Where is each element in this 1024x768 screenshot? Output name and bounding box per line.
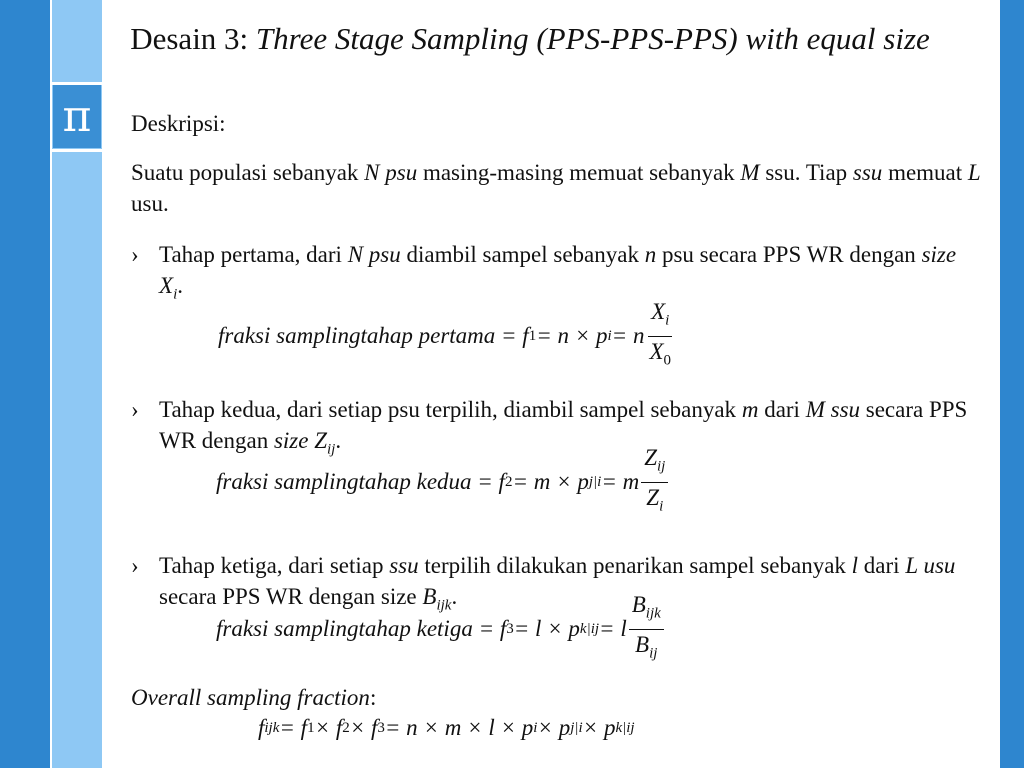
stage2-text: dari	[758, 396, 806, 422]
left-decor-bar	[0, 0, 50, 768]
overall-heading	[131, 682, 376, 713]
formula-text: = f	[279, 715, 308, 740]
intro-var: M	[740, 160, 760, 185]
pi-icon: π	[62, 90, 92, 142]
chevron-bullet-icon: ›	[131, 553, 139, 579]
stage3-var: l	[851, 553, 859, 579]
stage1-formula	[218, 299, 676, 373]
overall-colon: :	[369, 685, 377, 710]
formula-text: f	[258, 715, 265, 740]
formula-sub: 2	[504, 473, 513, 490]
stage3-text: Tahap ketiga, dari setiap	[159, 553, 390, 579]
formula-text: × f	[349, 715, 378, 740]
chevron-bullet-icon: ›	[131, 396, 139, 422]
deskripsi-heading: Deskripsi:	[131, 111, 226, 136]
stage2-sub: ij	[327, 441, 336, 458]
formula-text: = m	[601, 469, 640, 495]
stage1-text: psu secara PPS WR dengan	[656, 242, 922, 267]
stage1-text: .	[177, 273, 183, 298]
pi-logo	[53, 85, 101, 148]
formula-sub: ijk	[264, 719, 280, 736]
stage2-formula	[216, 445, 670, 519]
right-decor-bar	[998, 0, 1024, 768]
formula-sub: j|i	[588, 473, 602, 490]
stage3-text: secara PPS WR dengan size	[159, 584, 423, 610]
formula-sub: i	[607, 327, 612, 344]
stage2-text: .	[335, 427, 342, 453]
stage3-text: dari	[858, 553, 906, 579]
stage1-var: n	[644, 242, 657, 267]
stage2-text: secara PPS WR dengan	[159, 396, 968, 453]
overall-formula	[258, 715, 635, 741]
stage3-fraction	[629, 592, 664, 666]
fraction-denominator: $B_{ij}$	[635, 631, 658, 662]
stage1-text: Tahap pertama, dari	[159, 242, 348, 267]
title-plain: Desain 3:	[130, 21, 256, 56]
stage2-var: m	[741, 396, 759, 422]
formula-sub: j|i	[570, 719, 583, 736]
formula-sub: 3	[506, 620, 514, 637]
formula-sub: k|ij	[579, 620, 600, 637]
stage3-var: B	[422, 584, 437, 610]
stage3-var: ssu	[389, 553, 419, 579]
stage3-sub: ijk	[436, 597, 452, 614]
intro-text: Suatu populasi sebanyak	[131, 160, 365, 185]
intro-var: L	[967, 160, 981, 185]
overall-label: Overall sampling fraction	[131, 685, 370, 710]
chevron-bullet-icon: ›	[131, 242, 139, 267]
intro-var: N psu	[364, 160, 418, 185]
formula-text: fraksi samplingtahap pertama = f	[218, 323, 529, 349]
formula-sub: 3	[377, 719, 385, 736]
stage1-fraction	[646, 299, 674, 373]
fraction-numerator: $B_{ijk}$	[629, 592, 664, 630]
formula-text: = l	[599, 616, 627, 642]
formula-text: × p	[537, 715, 571, 740]
stage3-text: .	[451, 584, 458, 610]
stage2-fraction	[641, 445, 668, 519]
stage3-text: terpilih dilakukan penarikan sampel sebanyak	[418, 553, 852, 579]
stage2-var: M ssu	[805, 396, 861, 422]
stage3-formula	[216, 592, 666, 666]
slide-title	[120, 20, 940, 58]
stage3-var: L usu	[905, 553, 956, 579]
formula-sub: 1	[528, 327, 537, 344]
stage1-sub: i	[173, 286, 178, 303]
formula-text: fraksi samplingtahap ketiga = f	[216, 616, 507, 642]
formula-text: = n × p	[536, 323, 608, 349]
fraction-denominator: $Z_i$	[646, 484, 664, 515]
stage1-var: size X	[159, 242, 957, 298]
formula-text: = n	[611, 323, 645, 349]
fraction-denominator: $X_0$	[649, 338, 672, 369]
intro-paragraph	[131, 157, 981, 219]
intro-var: ssu	[852, 160, 883, 185]
formula-text: = m × p	[512, 469, 589, 495]
formula-sub: k|ij	[615, 719, 635, 736]
formula-text: = n × m × l × p	[384, 715, 534, 740]
formula-sub: i	[533, 719, 538, 736]
intro-text: memuat	[882, 160, 968, 185]
fraction-numerator: $Z_{ij}$	[641, 445, 668, 483]
stage2-var: size Z	[273, 427, 328, 453]
stage1-var: N psu	[347, 242, 401, 267]
stage2-text: Tahap kedua, dari setiap psu terpilih, diambil sampel sebanyak	[159, 396, 742, 422]
formula-text: × f	[314, 715, 343, 740]
formula-text: fraksi samplingtahap kedua = f	[216, 469, 505, 495]
title-italic: Three Stage Sampling (PPS-PPS-PPS) with equal size	[255, 21, 930, 56]
formula-text: × p	[582, 715, 616, 740]
intro-text: usu.	[131, 191, 169, 216]
formula-sub: 1	[307, 719, 315, 736]
fraction-numerator: $X_i$	[648, 299, 672, 337]
intro-text: ssu. Tiap	[759, 160, 853, 185]
formula-sub: 2	[342, 719, 350, 736]
formula-text: = l × p	[513, 616, 580, 642]
strip-divider-bottom	[50, 149, 104, 152]
intro-text: masing-masing memuat sebanyak	[417, 160, 741, 185]
stage1-text: diambil sampel sebanyak	[400, 242, 645, 267]
